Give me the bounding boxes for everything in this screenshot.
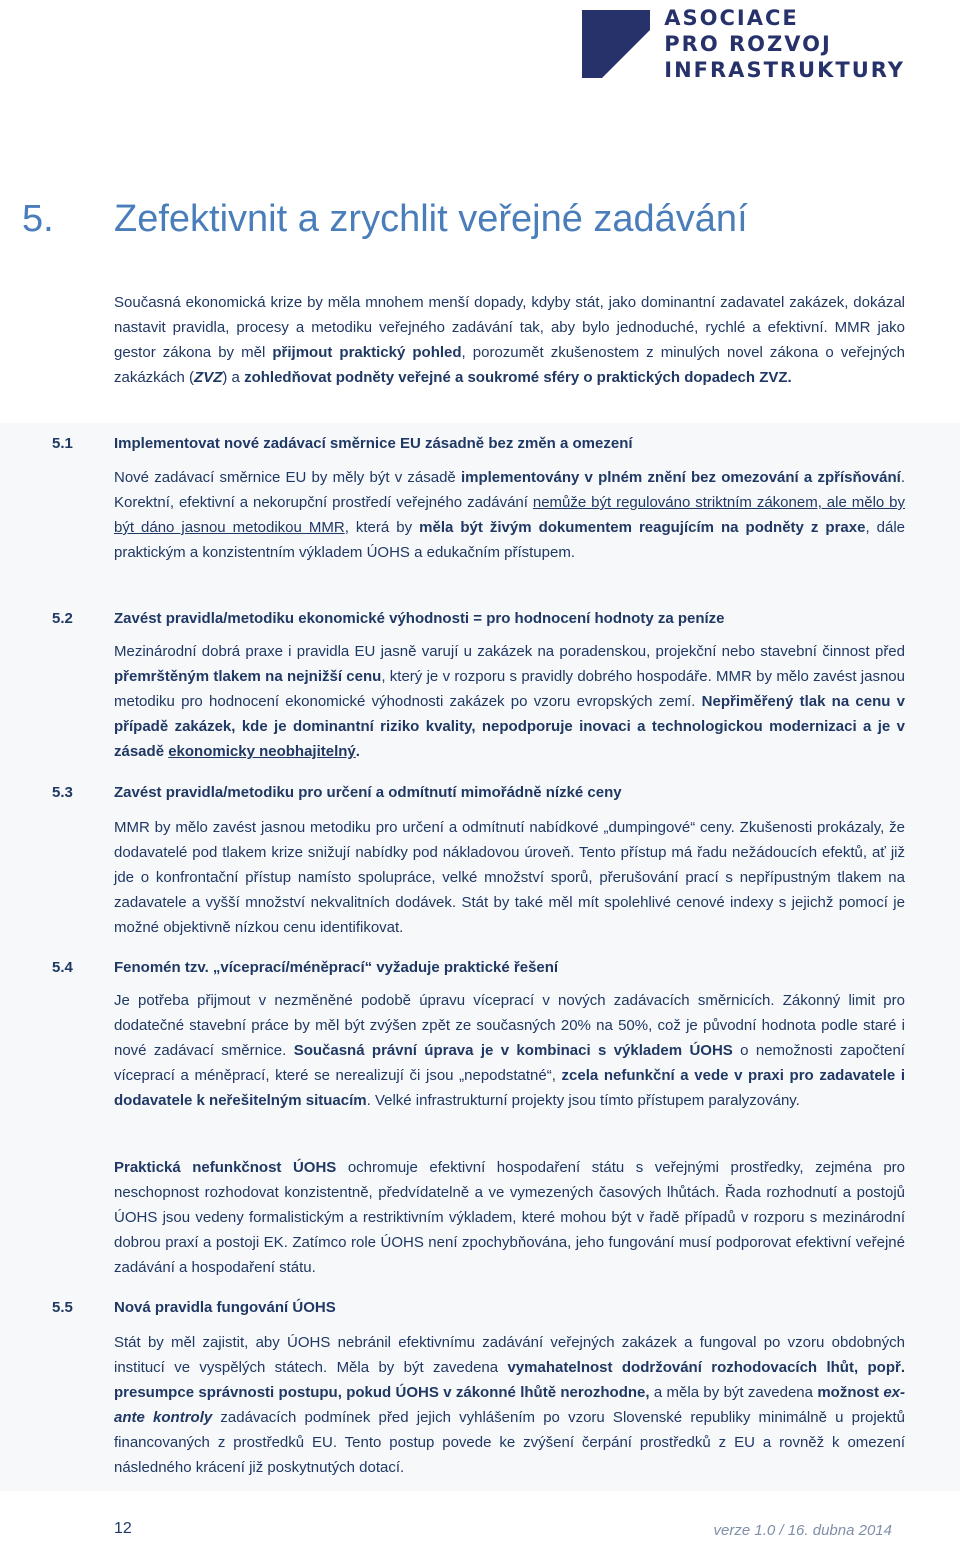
section-number: 5.1 [52,435,73,452]
s1-text-2: . Korektní, efektivní a nekorupční prostředí veřejného zadávání [114,469,905,511]
s5-text-1: Stát by měl zajistit, aby ÚOHS nebránil efektivnímu zadávání veřejných zakázek a fungoval po vzoru obdobných institucí ve vyspělých státech. Měla by být zavedena [114,1334,905,1376]
logo-mark-icon [582,10,650,78]
s1-text-1: Nové zadávací směrnice EU by měly být v zásadě [114,469,461,486]
s2-bold-underline-1: ekonomicky neobhajitelný [168,743,356,760]
section-number: 5.3 [52,784,73,801]
s2-bold-1: přemrštěným tlakem na nejnižší cenu [114,668,382,685]
chapter-number: 5. [22,198,54,240]
page-number: 12 [114,1520,132,1537]
section-title: Implementovat nové zadávací směrnice EU zásadně bez změn a omezení [114,435,633,452]
s2-bold-3: . [355,743,360,760]
chapter-title: Zefektivnit a zrychlit veřejné zadávání [114,198,748,240]
intro-text-1: Současná ekonomická krize by měla mnohem menší dopady, kdyby stát, jako dominantní zadavatel zakázek, dokázal nastavit pravidla, procesy a metodiku veřejného zadávání tak, aby bylo jednoduché, rychlé a efektivní. MMR jako gestor zákona by měl [114,294,905,361]
s5-text-3: zadávacích podmínek před jejich vyhlášením po vzoru Slovenské republiky minimálně u projektů financovaných z prostředků EU. Tento postup povede ke zvýšení čerpání prostředků z EU a rovněž k omezení následného krácení již poskytnutých dotací. [114,1409,906,1476]
section-5-4-paragraph-1 [114,988,905,1113]
s1-bold-2: měla být živým dokumentem reagujícím na podněty z praxe [419,519,866,536]
intro-bold-2: zohledňovat podněty veřejné a soukromé sféry o praktických dopadech ZVZ. [244,369,792,386]
s5-bold-2: možnost [817,1384,884,1401]
logo-line-1: ASOCIACE [664,6,799,30]
section-title: Zavést pravidla/metodiku ekonomické výhodnosti = pro hodnocení hodnoty za peníze [114,610,725,627]
intro-text-2: , porozumět zkušenostem z minulých novel zákona o veřejných zakázkách ( [114,344,905,386]
s5-text-2: a měla by být zavedena [649,1384,818,1401]
s4-text-3: . Velké infrastrukturní projekty jsou tímto přístupem paralyzovány. [366,1092,800,1109]
section-5-4-paragraph-2 [114,1155,905,1280]
logo-line-3: INFRASTRUKTURY [664,58,905,82]
s4-p2-bold-1: Praktická nefunkčnost ÚOHS [114,1159,337,1176]
section-5-1-paragraph [114,465,905,565]
organization-logo [582,8,905,80]
s2-text-1: Mezinárodní dobrá praxe i pravidla EU jasně varují u zakázek na poradenskou, projekční nebo stavební činnost před [114,643,905,660]
logo-text [664,5,905,83]
chapter-heading [22,198,922,241]
section-heading-5-2 [52,608,912,630]
s1-text-4: , dále praktickým a konzistentním výkladem ÚOHS a edukačním přístupem. [114,519,906,561]
section-5-5-paragraph [114,1330,905,1480]
section-number: 5.5 [52,1299,73,1316]
s4-text-2: o nemožnosti započtení víceprací a méněprací, které se nerealizují či jsou „nepodstatné“, [114,1042,905,1084]
s1-text-3: , která by [344,519,420,536]
section-5-2-paragraph [114,639,905,764]
s2-bold-2: Nepřiměřený tlak na cenu v případě zakázek, kde je dominantní riziko kvality, nepodporuje inovaci a technologickou modernizaci a je v zásadě [114,693,905,760]
s4-bold-2: zcela nefunkční a vede v praxi pro zadavatele i dodavatele k neřešitelným situacím [114,1067,905,1109]
section-heading-5-4 [52,957,912,979]
intro-zvz-abbr: ZVZ [194,369,223,386]
section-title: Zavést pravidla/metodiku pro určení a odmítnutí mimořádně nízké ceny [114,784,622,801]
s5-bold-1: vymahatelnost dodržování rozhodovacích lhůt, popř. presumpce správnosti postupu, pokud ÚOHS v zákonné lhůtě nerozhodne, [114,1359,905,1401]
section-heading-5-1 [52,433,912,455]
s4-bold-1: Současná právní úprava je v kombinaci s výkladem ÚOHS [293,1042,733,1059]
section-title: Fenomén tzv. „víceprací/méněprací“ vyžaduje praktické řešení [114,959,559,976]
section-title: Nová pravidla fungování ÚOHS [114,1299,336,1316]
section-number: 5.4 [52,959,73,976]
s1-bold-1: implementovány v plném znění bez omezování a zpřísňování [460,469,901,486]
s2-text-2: , který je v rozporu s pravidly dobrého hospodáře. MMR by mělo zavést jasnou metodiku pro hodnocení ekonomické výhodnosti zakázek po vzoru evropských zemí. [114,668,905,710]
section-number: 5.2 [52,610,73,627]
document-version: verze 1.0 / 16. dubna 2014 [713,1522,892,1539]
section-heading-5-5 [52,1297,912,1319]
section-heading-5-3 [52,782,912,804]
s4-text-1: Je potřeba přijmout v nezměněné podobě úpravu víceprací v nových zadávacích směrnicích. Zákonný limit pro dodatečné stavební práce by měl být zvýšen zpět ze současných 20% na 50%, což je původní hodnota podle staré i nové zadávací směrnice. [114,992,905,1059]
logo-line-2: PRO ROZVOJ [664,32,832,56]
s5-bold-italic-1: ex-ante kontroly [114,1384,905,1426]
intro-bold-1: přijmout praktický pohled [272,344,462,361]
section-5-3-paragraph: MMR by mělo zavést jasnou metodiku pro určení a odmítnutí nabídkové „dumpingové“ ceny. Zkušenosti prokázaly, že dodavatelé pod tlakem krize snižují nabídky pod nákladovou úroveň. Tento přístup má řadu nežádoucích efektů, ať již jde o konfrontační přístup namísto spolupráce, velké množství sporů, přerušování prací s nepřípustným tlakem na zadavatele a vyšší množství nekvalitních dodávek. Stát by také měl mít spolehlivé cenové indexy s jejichž pomocí je možné objektivně nízkou cenu identifikovat. [114,819,905,936]
s4-p2-text-1: ochromuje efektivní hospodaření státu s veřejnými prostředky, zejména pro neschopnost rozhodovat konzistentně, předvídatelně a ve vymezených časových lhůtách. Řada rozhodnutí a postojů ÚOHS jsou vedeny formalistickým a restriktivním výkladem, které mohou být v řadě případů v rozporu s mezinárodní dobrou praxí a postoji EK. Zatímco role ÚOHS není zpochybňována, jeho fungování musí podporovat efektivní veřejné zadávání a hospodaření státu. [114,1159,906,1276]
intro-text-3: ) a [222,369,245,386]
s1-underline-1: nemůže být regulováno striktním zákonem, ale mělo by být dáno jasnou metodikou MMR [114,494,906,536]
intro-paragraph [114,290,905,390]
